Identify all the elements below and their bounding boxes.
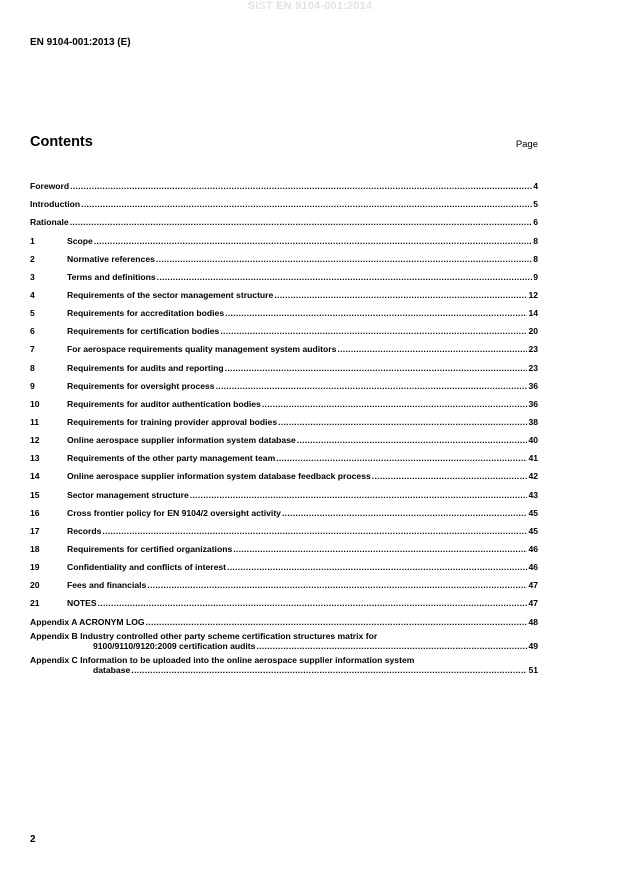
toc-entry-page: 23 bbox=[528, 344, 538, 355]
toc-entry-title: Scope bbox=[67, 235, 93, 246]
toc-dot-leader bbox=[274, 290, 527, 300]
toc-entry[interactable] bbox=[30, 354, 538, 372]
toc-entry-page: 45 bbox=[528, 507, 538, 518]
toc-entry-title: Online aerospace supplier information system database feedback process bbox=[67, 471, 371, 482]
page-column-label: Page bbox=[515, 139, 538, 150]
toc-entry[interactable] bbox=[30, 227, 538, 245]
toc-entry-page: 48 bbox=[528, 616, 538, 627]
toc-entry[interactable] bbox=[30, 173, 538, 191]
toc-entry-page: 8 bbox=[533, 253, 538, 264]
toc-dot-leader bbox=[146, 617, 528, 627]
toc-entry-title: Requirements for certified organizations bbox=[67, 543, 233, 554]
toc-dot-leader bbox=[190, 490, 528, 500]
toc-entry-page: 14 bbox=[528, 308, 538, 319]
toc-entry-page: 4 bbox=[533, 181, 538, 192]
toc-entry-title: Requirements for oversight process bbox=[67, 380, 215, 391]
toc-entry[interactable] bbox=[30, 318, 538, 336]
toc-entry-page: 42 bbox=[528, 471, 538, 482]
toc-dot-leader bbox=[220, 326, 527, 336]
toc-entry[interactable] bbox=[30, 500, 538, 518]
toc-entry-page: 9 bbox=[533, 271, 538, 282]
toc-entry-number: 21 bbox=[30, 598, 40, 609]
toc-entry[interactable] bbox=[30, 536, 538, 554]
toc-entry-page: 47 bbox=[528, 598, 538, 609]
toc-dot-leader bbox=[147, 580, 527, 590]
toc-entry-title: NOTES bbox=[67, 598, 97, 609]
toc-dot-leader bbox=[156, 254, 532, 264]
toc-entry-number: 19 bbox=[30, 562, 40, 573]
toc-appendix-title: Appendix C Information to be uploaded into the online aerospace supplier information system bbox=[30, 654, 415, 665]
toc-entry-page: 36 bbox=[528, 398, 538, 409]
toc-entry-page: 47 bbox=[528, 580, 538, 591]
toc-entry-number: 8 bbox=[30, 362, 35, 373]
toc-entry[interactable] bbox=[30, 409, 538, 427]
toc-dot-leader bbox=[256, 641, 527, 651]
toc-entry[interactable] bbox=[30, 463, 538, 481]
toc-entry-number: 1 bbox=[30, 235, 35, 246]
toc-appendix-title: Appendix B Industry controlled other party scheme certification structures matrix for bbox=[30, 630, 378, 641]
toc-entry[interactable] bbox=[30, 264, 538, 282]
toc-entry[interactable] bbox=[30, 191, 538, 209]
toc-dot-leader bbox=[372, 471, 528, 481]
toc-entry-page: 20 bbox=[528, 326, 538, 337]
toc-entry[interactable] bbox=[30, 608, 538, 626]
toc-dot-leader bbox=[262, 399, 528, 409]
toc-entry[interactable] bbox=[30, 481, 538, 499]
toc-dot-leader bbox=[216, 381, 528, 391]
toc-entry[interactable] bbox=[30, 391, 538, 409]
toc-entry-number: 20 bbox=[30, 580, 40, 591]
toc-appendix-entry[interactable] bbox=[30, 655, 538, 675]
contents-heading: Contents bbox=[30, 134, 93, 150]
toc-entry-page: 36 bbox=[528, 380, 538, 391]
toc-dot-leader bbox=[337, 344, 527, 354]
toc-entry[interactable] bbox=[30, 282, 538, 300]
toc-entry-title: Records bbox=[67, 525, 102, 536]
toc-entry-page: 45 bbox=[528, 525, 538, 536]
toc-entry-page: 41 bbox=[528, 453, 538, 464]
toc-entry-title: Terms and definitions bbox=[67, 271, 156, 282]
toc-entry-page: 46 bbox=[528, 543, 538, 554]
toc-entry-title: Foreword bbox=[30, 181, 70, 192]
toc-dot-leader bbox=[81, 199, 532, 209]
toc-appendix-title-cont: database bbox=[93, 664, 131, 675]
toc-entry[interactable] bbox=[30, 445, 538, 463]
toc-entry-title: Fees and financials bbox=[67, 580, 147, 591]
toc-entry-title: Requirements for accreditation bodies bbox=[67, 308, 225, 319]
toc-entry-number: 10 bbox=[30, 398, 40, 409]
toc-entry[interactable] bbox=[30, 590, 538, 608]
toc-entry-number: 3 bbox=[30, 271, 35, 282]
toc-entry-title: Requirements of the other party management team bbox=[67, 453, 276, 464]
toc-entry[interactable] bbox=[30, 209, 538, 227]
toc-entry[interactable] bbox=[30, 300, 538, 318]
toc-entry-page: 49 bbox=[528, 640, 538, 651]
toc-entry-number: 6 bbox=[30, 326, 35, 337]
toc-entry-page: 51 bbox=[528, 664, 538, 675]
toc-entry[interactable] bbox=[30, 427, 538, 445]
toc-appendix-entry[interactable] bbox=[30, 631, 538, 651]
toc-entry-number: 5 bbox=[30, 308, 35, 319]
toc-dot-leader bbox=[131, 665, 527, 675]
toc-entry-page: 46 bbox=[528, 562, 538, 573]
toc-entry-number: 18 bbox=[30, 543, 40, 554]
toc-dot-leader bbox=[157, 272, 533, 282]
toc-dot-leader bbox=[70, 217, 533, 227]
toc-entry-number: 9 bbox=[30, 380, 35, 391]
toc-entry-title: Rationale bbox=[30, 217, 69, 228]
toc-entry-number: 15 bbox=[30, 489, 40, 500]
toc-entry-page: 12 bbox=[528, 289, 538, 300]
toc-dot-leader bbox=[278, 417, 527, 427]
toc-entry-title: Online aerospace supplier information system database bbox=[67, 435, 296, 446]
toc-entry-title: Requirements for certification bodies bbox=[67, 326, 220, 337]
page-number: 2 bbox=[30, 834, 36, 845]
toc-dot-leader bbox=[276, 453, 527, 463]
toc-dot-leader bbox=[297, 435, 528, 445]
toc-entry-page: 43 bbox=[528, 489, 538, 500]
toc-entry-number: 2 bbox=[30, 253, 35, 264]
toc-entry-title: Confidentiality and conflicts of interest bbox=[67, 562, 226, 573]
toc-entry-page: 38 bbox=[528, 416, 538, 427]
toc-entry-page: 6 bbox=[533, 217, 538, 228]
toc-dot-leader bbox=[225, 363, 528, 373]
toc-dot-leader bbox=[98, 598, 528, 608]
toc-entry-title: For aerospace requirements quality management system auditors bbox=[67, 344, 337, 355]
toc-entry-title: Introduction bbox=[30, 199, 81, 210]
toc-entry-title: Requirements for audits and reporting bbox=[67, 362, 224, 373]
toc-entry[interactable] bbox=[30, 554, 538, 572]
toc-entry-title: Requirements of the sector management structure bbox=[67, 289, 274, 300]
toc-entry[interactable] bbox=[30, 572, 538, 590]
toc-dot-leader bbox=[94, 236, 532, 246]
toc-dot-leader bbox=[102, 526, 527, 536]
document-id: EN 9104-001:2013 (E) bbox=[30, 37, 131, 48]
toc-dot-leader bbox=[70, 181, 532, 191]
table-of-contents bbox=[30, 173, 538, 675]
toc-entry-page: 40 bbox=[528, 435, 538, 446]
toc-entry-number: 14 bbox=[30, 471, 40, 482]
toc-entry-title: Appendix A ACRONYM LOG bbox=[30, 616, 145, 627]
toc-entry-number: 16 bbox=[30, 507, 40, 518]
toc-dot-leader bbox=[225, 308, 527, 318]
toc-entry[interactable] bbox=[30, 518, 538, 536]
toc-entry-page: 23 bbox=[528, 362, 538, 373]
toc-entry-number: 7 bbox=[30, 344, 35, 355]
toc-entry-number: 11 bbox=[30, 416, 40, 427]
toc-entry-title: Sector management structure bbox=[67, 489, 189, 500]
toc-entry[interactable] bbox=[30, 373, 538, 391]
toc-dot-leader bbox=[282, 508, 527, 518]
toc-entry[interactable] bbox=[30, 246, 538, 264]
watermark: SIST EN 9104-001:2014 bbox=[247, 0, 373, 12]
toc-entry-title: Cross frontier policy for EN 9104/2 oversight activity bbox=[67, 507, 281, 518]
toc-entry-number: 17 bbox=[30, 525, 40, 536]
toc-dot-leader bbox=[233, 544, 527, 554]
toc-entry-page: 8 bbox=[533, 235, 538, 246]
toc-entry[interactable] bbox=[30, 336, 538, 354]
toc-entry-title: Requirements for training provider approval bodies bbox=[67, 416, 278, 427]
toc-entry-number: 13 bbox=[30, 453, 40, 464]
toc-appendix-title-cont: 9100/9110/9120:2009 certification audits bbox=[93, 640, 256, 651]
toc-entry-page: 5 bbox=[533, 199, 538, 210]
toc-dot-leader bbox=[227, 562, 527, 572]
toc-entry-title: Requirements for auditor authentication bodies bbox=[67, 398, 261, 409]
toc-entry-number: 4 bbox=[30, 289, 35, 300]
toc-entry-title: Normative references bbox=[67, 253, 155, 264]
toc-entry-number: 12 bbox=[30, 435, 40, 446]
